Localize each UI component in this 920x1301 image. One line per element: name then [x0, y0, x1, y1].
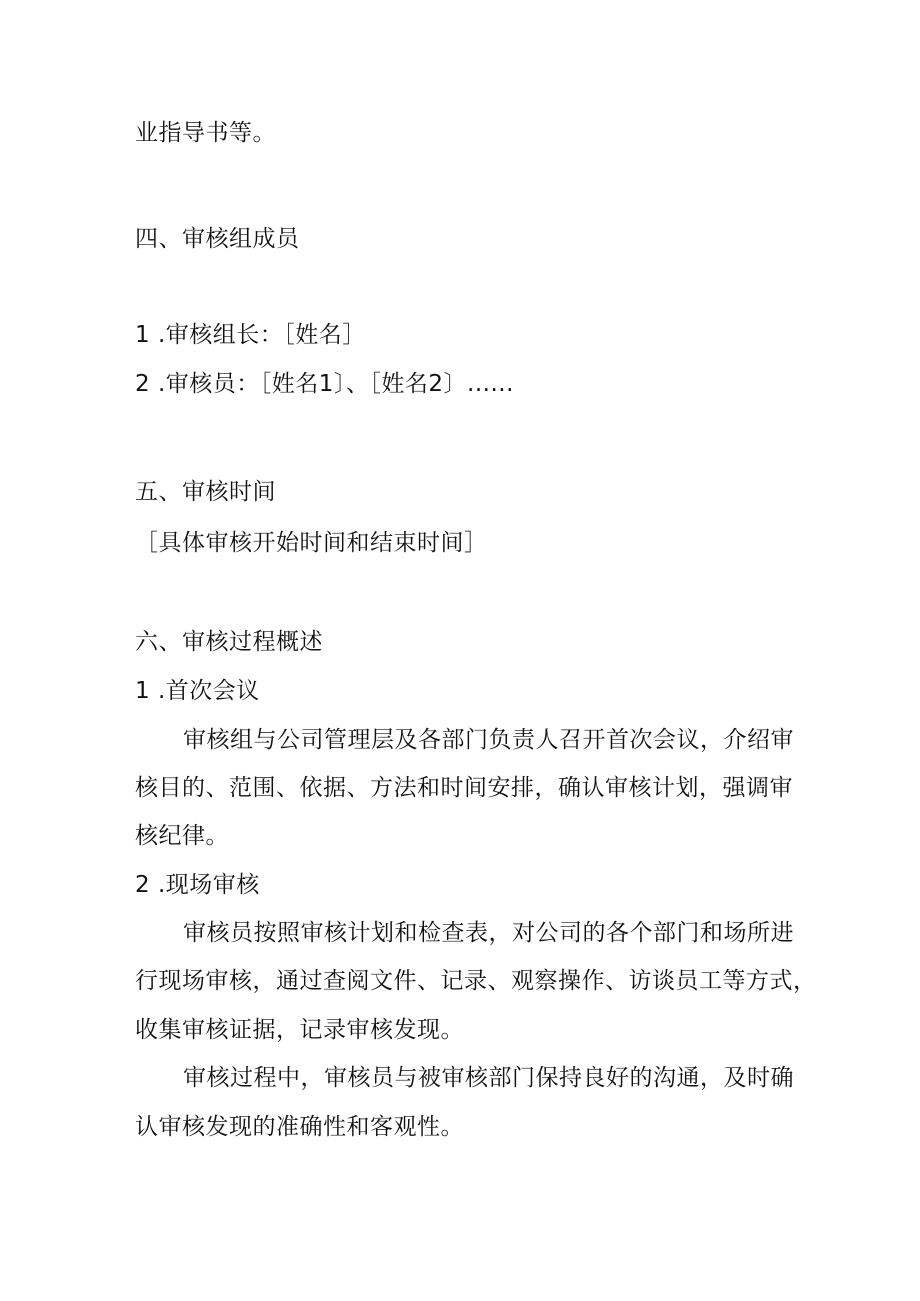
auditor-item: 2 .审核员：［姓名1〕、［姓名2〕......: [135, 371, 514, 397]
first-meeting-title: 1 .首次会议: [135, 678, 260, 704]
continuation-text: 业指导书等。: [135, 120, 276, 146]
onsite-audit-p1-line-3: 收集审核证据，记录审核发现。: [135, 1017, 464, 1043]
onsite-audit-p1-line-2: 行现场审核，通过查阅文件、记录、观察操作、访谈员工等方式，: [135, 968, 817, 994]
first-meeting-line-3: 核纪律。: [135, 823, 229, 849]
section-5-heading: 五、审核时间: [135, 479, 276, 505]
first-meeting-line-1: 审核组与公司管理层及各部门负责人召开首次会议，介绍审: [183, 727, 794, 753]
audit-time-content: ［具体审核开始时间和结束时间］: [135, 530, 488, 556]
onsite-audit-p1-line-1: 审核员按照审核计划和检查表，对公司的各个部门和场所进: [183, 920, 794, 946]
audit-leader-item: 1 .审核组长：［姓名］: [135, 322, 366, 348]
onsite-audit-p2-line-1: 审核过程中，审核员与被审核部门保持良好的沟通，及时确: [183, 1065, 794, 1091]
onsite-audit-p2-line-2: 认审核发现的准确性和客观性。: [135, 1114, 464, 1140]
section-4-heading: 四、审核组成员: [135, 226, 300, 252]
onsite-audit-title: 2 .现场审核: [135, 872, 260, 898]
first-meeting-line-2: 核目的、范围、依据、方法和时间安排，确认审核计划，强调审: [135, 775, 793, 801]
section-6-heading: 六、审核过程概述: [135, 629, 323, 655]
